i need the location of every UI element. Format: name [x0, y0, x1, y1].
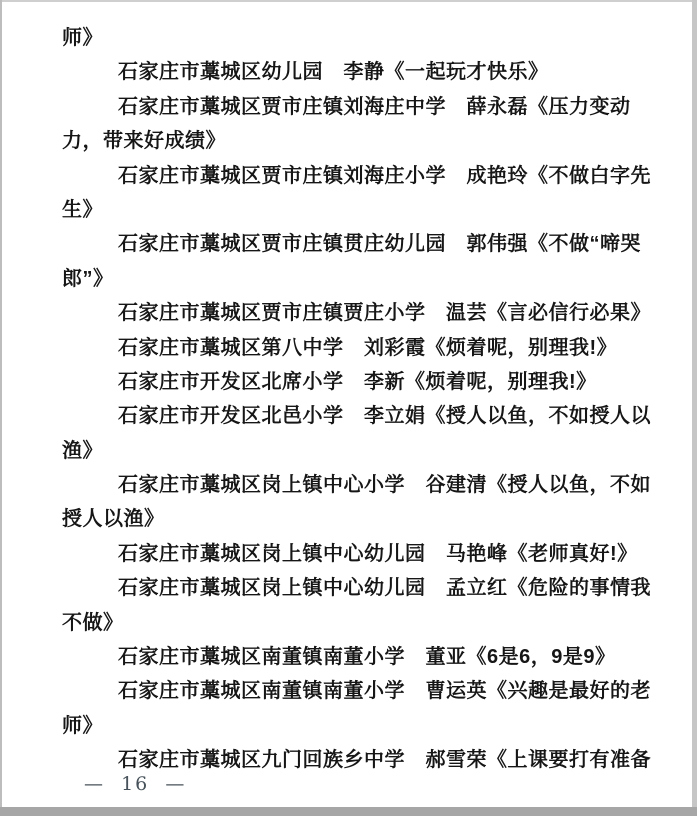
- text-line: 石家庄市藁城区贾市庄镇贯庄幼儿园 郭伟强《不做“啼哭: [118, 233, 641, 256]
- scan-edge-left: [0, 0, 2, 816]
- text-line: 石家庄市藁城区贾市庄镇贾庄小学 温芸《言必信行必果》: [118, 302, 651, 325]
- text-line: 石家庄市藁城区岗上镇中心幼儿园 马艳峰《老师真好!》: [118, 542, 638, 565]
- text-line: 石家庄市藁城区九门回族乡中学 郝雪荣《上课要打有准备: [118, 749, 651, 772]
- text-line: 石家庄市藁城区南董镇南董小学 董亚《6是6，9是9》: [118, 646, 616, 669]
- text-line: 石家庄市藁城区第八中学 刘彩霞《烦着呢，别理我!》: [118, 336, 618, 359]
- page-number: — 16 —: [84, 773, 187, 795]
- text-line: 师》: [62, 714, 103, 737]
- text-line: 渔》: [62, 439, 103, 462]
- text-line: 石家庄市藁城区贾市庄镇刘海庄小学 成艳玲《不做白字先: [118, 164, 651, 187]
- text-line: 石家庄市开发区北邑小学 李立娟《授人以鱼，不如授人以: [118, 405, 651, 428]
- text-line: 石家庄市藁城区南董镇南董小学 曹运英《兴趣是最好的老: [118, 680, 651, 703]
- text-line: 石家庄市藁城区岗上镇中心幼儿园 孟立红《危险的事情我: [118, 577, 651, 600]
- text-line: 力，带来好成绩》: [62, 130, 226, 153]
- text-line: 石家庄市开发区北席小学 李新《烦着呢，别理我!》: [118, 370, 597, 393]
- text-line: 石家庄市藁城区贾市庄镇刘海庄中学 薛永磊《压力变动: [118, 95, 631, 118]
- text-line: 郎”》: [62, 267, 114, 290]
- text-line: 生》: [62, 198, 103, 221]
- text-line: 授人以渔》: [62, 508, 165, 531]
- text-line: 石家庄市藁城区岗上镇中心小学 谷建清《授人以鱼，不如: [118, 474, 651, 497]
- text-line: 石家庄市藁城区幼儿园 李静《一起玩才快乐》: [118, 61, 549, 84]
- scan-edge-right: [692, 0, 697, 816]
- scan-edge-top: [0, 0, 697, 2]
- text-line: 不做》: [62, 611, 124, 634]
- text-line: 师》: [62, 27, 103, 49]
- scan-edge-bottom: [0, 807, 697, 816]
- document-body: [62, 21, 651, 778]
